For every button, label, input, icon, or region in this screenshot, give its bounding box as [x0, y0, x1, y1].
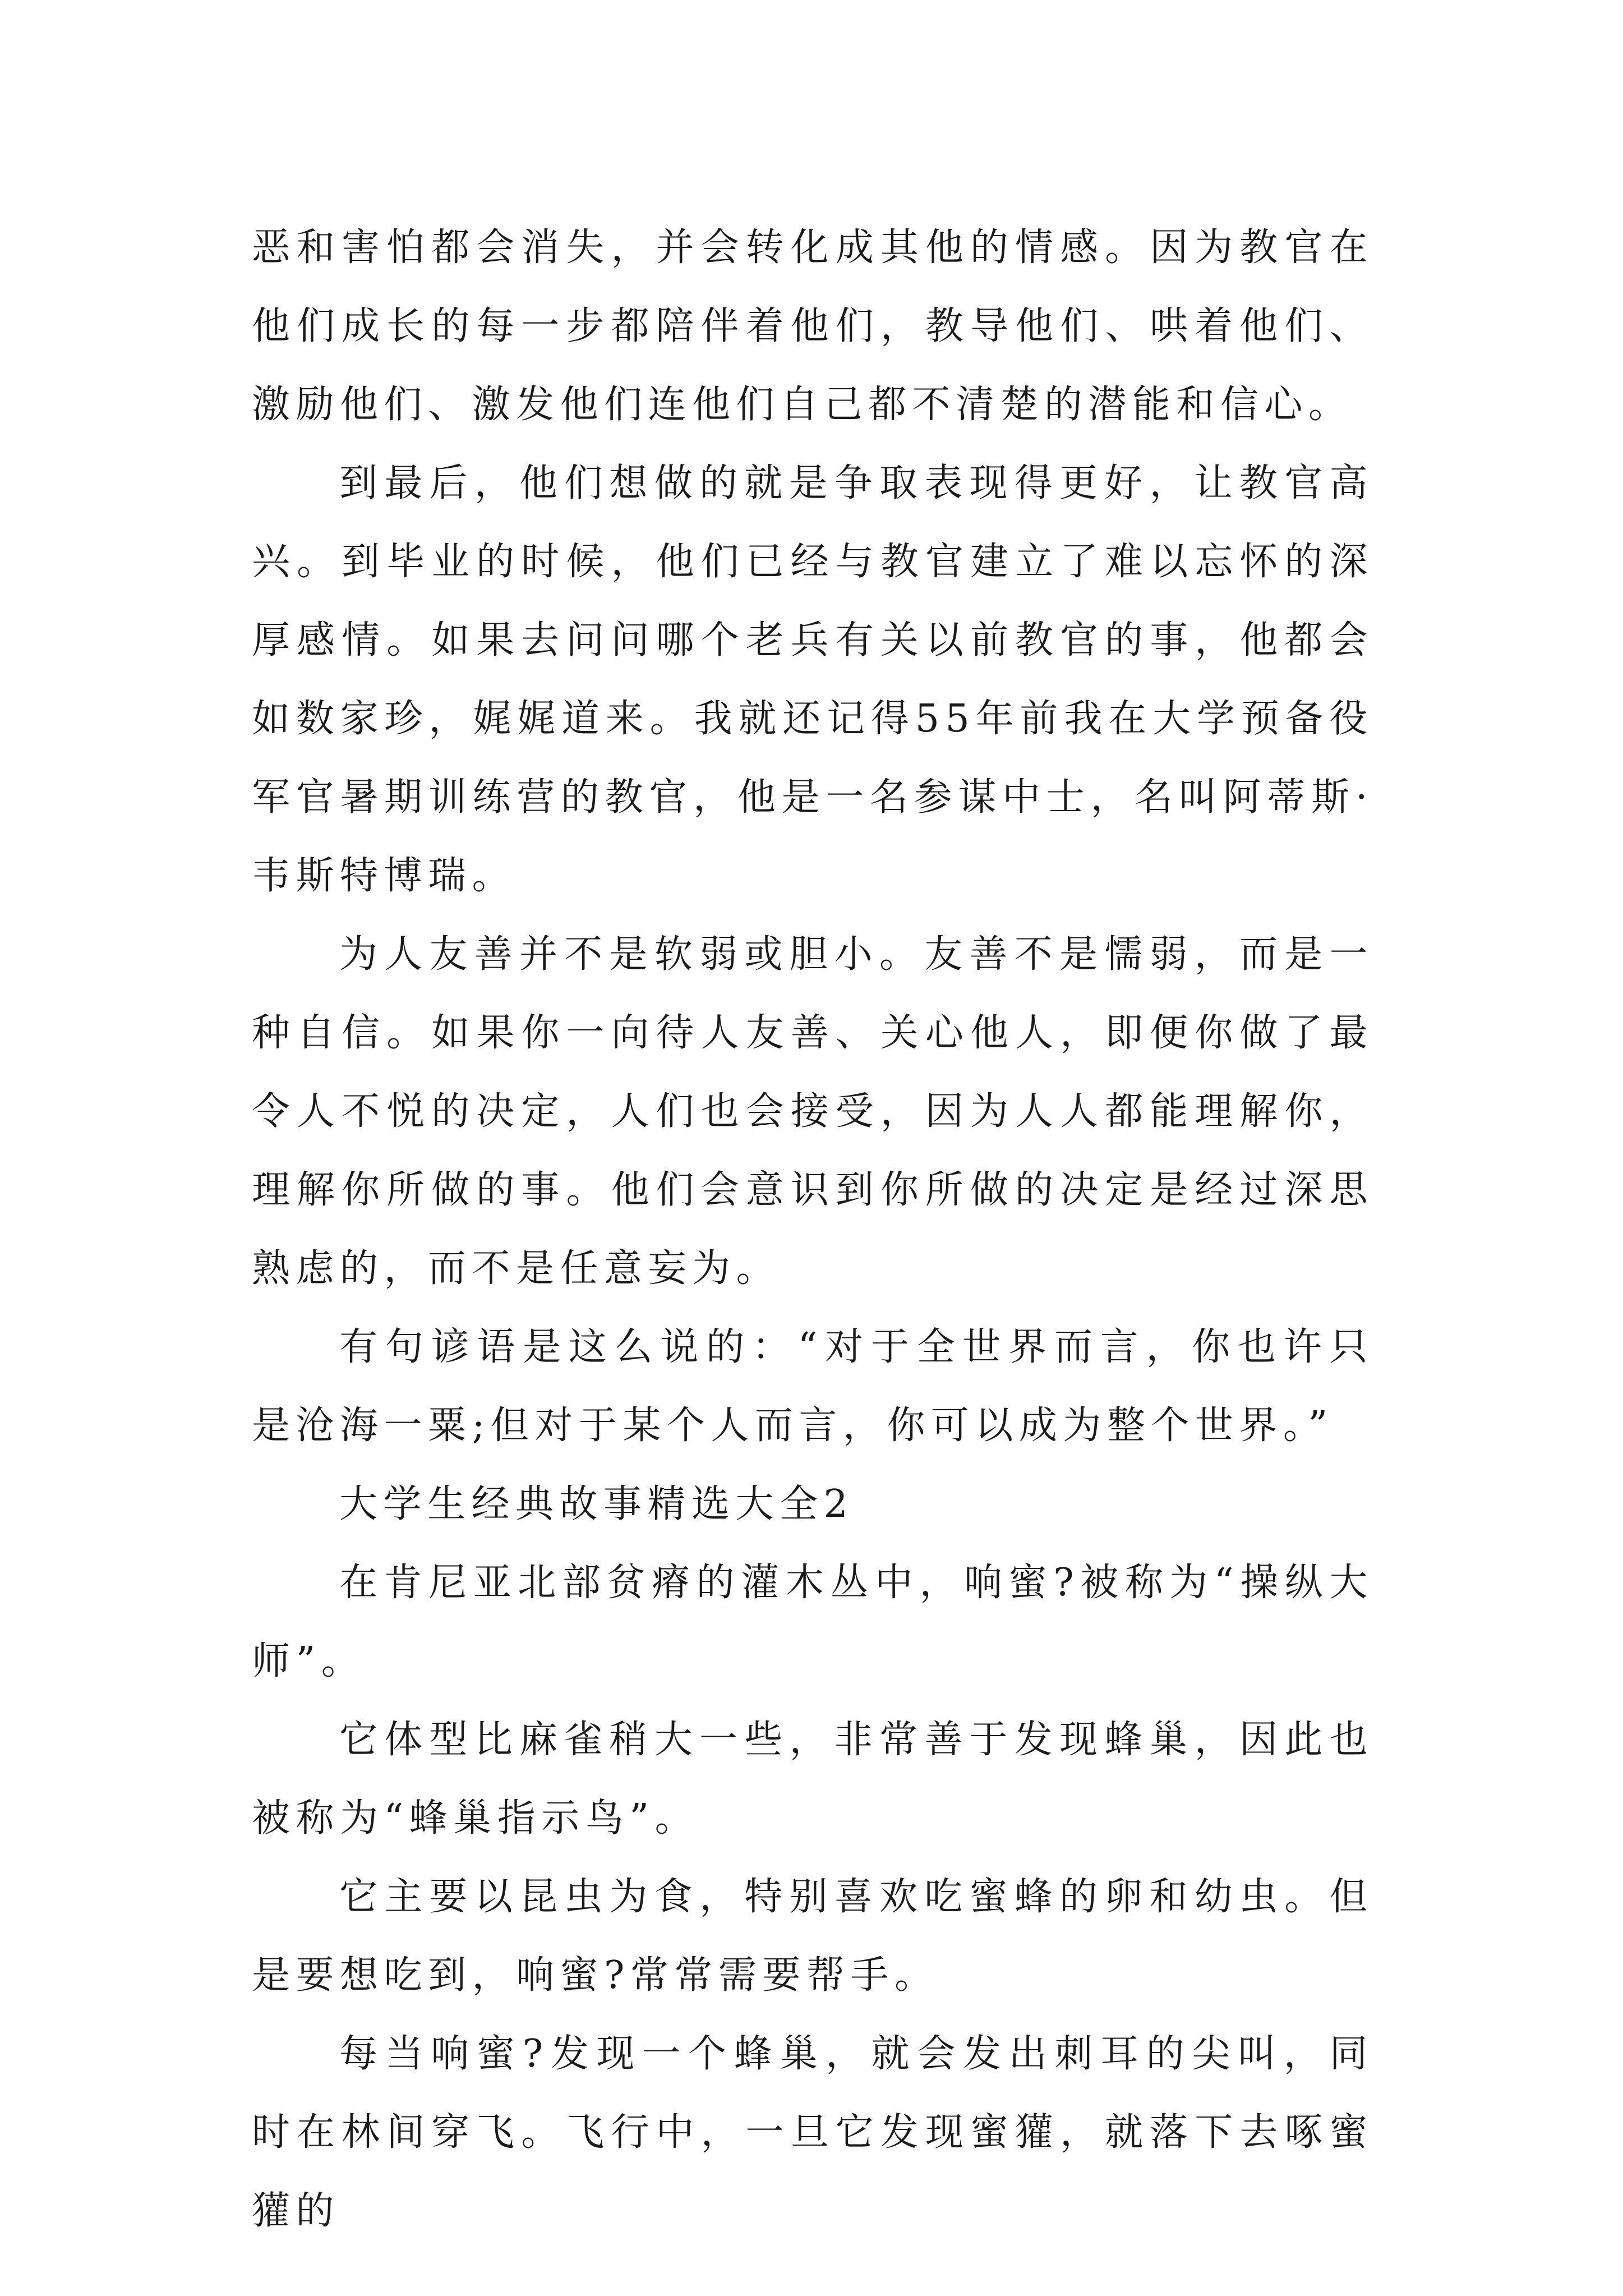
paragraph-3: 为人友善并不是软弱或胆小。友善不是懦弱，而是一种自信。如果你一向待人友善、关心他人，即便你做了最令人不悦的决定，人们也会接受，因为人人都能理解你，理解你所做的事。他们会意识到你所做的决定是经过深思熟虑的，而不是任意妄为。	[252, 932, 1373, 1291]
document-body	[252, 209, 1373, 2251]
paragraph-5: 在肯尼亚北部贫瘠的灌木丛中，响蜜?被称为“操纵大师”。	[252, 1561, 1373, 1683]
paragraph-6: 它体型比麻雀稍大一些，非常善于发现蜂巢，因此也被称为“蜂巢指示鸟”。	[252, 1718, 1373, 1841]
paragraph-8: 每当响蜜?发现一个蜂巢，就会发出刺耳的尖叫，同时在林间穿飞。飞行中，一旦它发现蜜獾，就落下去啄蜜獾的	[252, 2032, 1373, 2233]
paragraph-4: 有句谚语是这么说的：“对于全世界而言，你也许只是沧海一粟;但对于某个人而言，你可以成为整个世界。”	[252, 1325, 1373, 1448]
paragraph-2: 到最后，他们想做的就是争取表现得更好，让教官高兴。到毕业的时候，他们已经与教官建立了难以忘怀的深厚感情。如果去问问哪个老兵有关以前教官的事，他都会如数家珍，娓娓道来。我就还记得55年前我在大学预备役军官暑期训练营的教官，他是一名参谋中士，名叫阿蒂斯·韦斯特博瑞。	[252, 461, 1373, 898]
paragraph-7: 它主要以昆虫为食，特别喜欢吃蜜蜂的卵和幼虫。但是要想吃到，响蜜?常常需要帮手。	[252, 1875, 1373, 1998]
paragraph-1: 恶和害怕都会消失，并会转化成其他的情感。因为教官在他们成长的每一步都陪伴着他们，教导他们、哄着他们、激励他们、激发他们连他们自己都不清楚的潜能和信心。	[252, 226, 1373, 427]
section-heading: 大学生经典故事精选大全2	[339, 1482, 854, 1526]
